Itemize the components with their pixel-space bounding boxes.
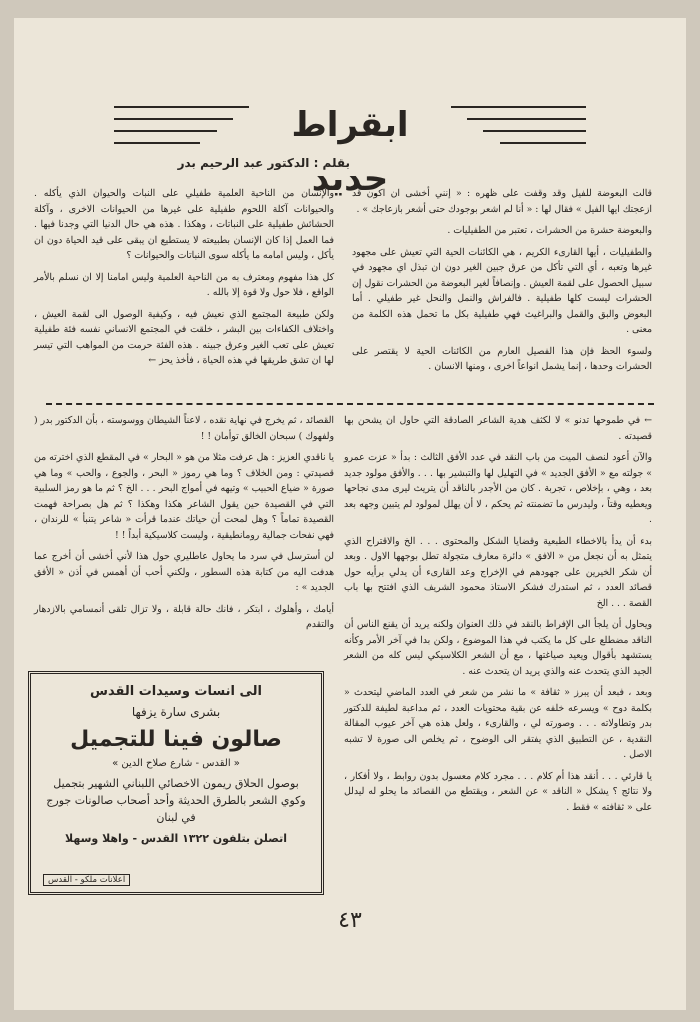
paragraph: والطفيليات ، أيها القارىء الكريم ، هي الكائنات الحية التي تعيش على مجهود غيرها وتعبه ، أي التي تأكل من عرق جبين الغير دون ان تبذل اي مجهود في سبيل الحصول على لقمة العيش . وإنصافاً لغير البعوضة من الحشرات نقول إن الحشرات ليست كلها طفيلية . فالفراش والنمل والنحل غير طفيلي . أما البعوض والبق والقمل والبراغيث فهي طفيلية بكل ما تحمل هذه الكلمة من معنى .	[352, 246, 652, 335]
paragraph: ولكن طبيعة المجتمع الذي نعيش فيه ، وكيفية الوصول الى لقمة العيش ، واختلاف الكفاءات بين البشر ، خلقت في المجتمع الانساني نفسه فئة طفيلية تعيش على تعب الغير وعرق جبينه . هذه الفئة حرمت من المواهب التي تيسر لها ان تشق طريقها في هذه الحياة ، فأخذ يحز ←	[34, 308, 334, 366]
page-number: ٤٣	[338, 908, 362, 933]
paragraph: بدء أن يدأ بالاخطاء الطبعية وقضايا الشكل والمحتوى . . . الخ والاقتراح الذي يتمثل به أن نجعل من « الافق » دائرة معارف متجولة تطل بوجهها الاول . وبعد أن شكر الخيرين على جهودهم في الإخراج وعد القارىء أن يدلي برأيه حول قصائد العدد ، ثم استدرك فشكر الاستاذ محمود الشريف الذي افتتح بها باب القصة . . . الخ	[344, 535, 652, 609]
ad-phone: اتصلن بتلفون ١٣٢٢ القدس - واهلا وسهلا	[64, 832, 288, 845]
paragraph: القصائد ، ثم يخرج في نهاية نقده ، لاعناً الشيطان ووسوسته ، بأن الدكتور بدر ( ولفهوك ) سبحان الخالق توأمان ! !	[34, 415, 334, 442]
paragraph: ولسوء الحظ فإن هذا الفصيل العارم من الكائنات الحية لا يقتصر على الحشرات وحدها ، إنما يشمل انواعاً اخرى ، ومنها الانسان .	[352, 345, 652, 372]
paragraph: والآن أعود لنصف الميت من باب النقد في عدد الأفق الثالث : بدأ « عزت عمرو » جولته مع « الأفق الجديد » في التهليل لها والتبشير بها . . . والأفق مولود جديد بعد ، وهي ، بإخلاص ، تجربة . كان من الأجدر بالناقد أن يتريث ليرى مدى نجاحها ويعطيه وقتاً ، وليدرس ما تضمنته ثم يحكم ، لا أن يهلل لمولود لم يتبين وجهه بعد .	[344, 452, 652, 525]
article-author: بقلم : الدكتور عبد الرحيم بدر	[177, 156, 350, 170]
critique-column-left	[34, 413, 334, 639]
article-title: ابقراط جديد	[291, 105, 409, 199]
paragraph: يا قارئي . . . أنقد هذا أم كلام . . . مجرد كلام معسول بدون روابط ، ولا أفكار ، ولا نتائج ؟ يشكل « الناقد » عن الشعر ، ويقتطع من القصائد ما يحلو له ليدلل على « ثقافته » فقط .	[344, 770, 652, 813]
paragraph: والإنسان من الناحية العلمية طفيلي على النبات والحيوان الذي يأكله . والحيوانات آكلة اللحوم طفيلية على غيرها من الحيوانات الاخرى ، وآكلة الحشائش طفيلية على النباتات ، وهكذا . هذه هي حال الدنيا التي وجدنا فيها . فما العمل إذا كان الإنسان بطبيعته لا يستطيع ان يبقى على قيد الحياة دون ان يأكل ، وليس امامه ما يأكله سوى النباتات والحيوانات ؟	[34, 188, 334, 261]
paragraph: قالت البعوضة للفيل وقد وقفت على ظهره : « إنني أخشى ان اكون قد ازعجتك ايها الفيل » فقال لها : « أنا لم اشعر بوجودك حتى أشعر بازعاجك » .	[352, 188, 652, 215]
paragraph: يا ناقدي العزيز : هل عرفت مثلا من هو « البحار » في المقطع الذي اخترته من قصيدتي : ومن الخلاف ؟ وما هي رموز « البحر ، والجوع ، والحب » وما هي صورة « ضياع الحبيب » وتيهه في أمواج البحر . . . الخ ؟ ثم ما هو رمز السلبية التي في القصيدة حين يقول الشاعر هكذا وهكذا ؟ ثم هل بصراحة فهمت القصيدة تماماً ؟ وهل لمحت أن حياتك عندما قرأت « شاعر يتنبأ » للرندان ، فهي نفحات جمالية رومانطيقية ، وليست كلاسيكية أبداً ! !	[34, 452, 334, 541]
critique-column-right	[344, 413, 652, 821]
article-column-2	[34, 186, 334, 375]
ad-address: « القدس - شارع صلاح الدين »	[112, 758, 240, 769]
dashed-divider	[46, 403, 654, 405]
ad-agency: اعلانات ملكو - القدس	[43, 874, 130, 886]
decorative-lines-left	[114, 106, 249, 144]
magazine-page	[14, 18, 686, 1010]
ad-body: بوصول الحلاق ريمون الاخصائي اللبناني الشهير بتجميل وكوي الشعر بالطرق الحديثة وأحد أصحاب صالونات جورج في لبنان	[46, 777, 306, 824]
paragraph: ويحاول أن يلجأ الى الإفراط بالنقد في ذلك العنوان ولكنه يريد أن يقنع الناس أن الناقد مضطلع على كل ما يكتب في هذا الموضوع ، ولكن بدا في آخر الأمر وكأنه يستشهد بأقوال ويعيد صياغتها ، مع أن الشعر الكلاسيكي ليس كله من الشعر الجيد الذي يتحدث عنه والذي يريد ان يتحدث عنه .	[344, 619, 652, 677]
paragraph: وبعد ، فبعد أن يبرز « ثقافة » ما نشر من شعر في العدد الماضي ليتحدث « بكلمة دوح » ويسرعه خلفه عن بقية محتويات العدد ، ثم مداعبة لطيفة للدكتور بدر وتطاولاته . . . وصورته لي ، والقارىء ، ولعل هذه هي آخر عيوب المقالة النقدية ، عن التطبيق الذي يفتقر الى الوضوح ، ثم يخلص الى صورة لا تشبه الاصل .	[344, 687, 652, 760]
paragraph: ← في طموحها تدنو » لا لكثف هدية الشاعر الصادقة التي حاول ان يشحن بها قصيدته .	[344, 415, 652, 442]
paragraph: كل هذا مفهوم ومعترف به من الناحية العلمية وليس امامنا إلا ان نسلم بالأمر الواقع ، فلا حول ولا قوة إلا بالله .	[34, 271, 334, 298]
salon-advertisement	[28, 671, 324, 895]
article-column-1	[352, 186, 652, 381]
paragraph: أيامك ، وأهلوك ، ابتكر ، فانك حالة قابلة ، ولا تزال تلقى أنمسامي بالازدهار والتقدم	[34, 603, 334, 630]
ad-subheadline: بشرى سارة يزفها	[131, 705, 221, 719]
ad-salon-name: صالون فينا للتجميل	[70, 727, 282, 752]
paragraph: والبعوضة حشرة من الحشرات ، تعتبر من الطفيليات .	[447, 225, 652, 236]
decorative-lines-right	[451, 106, 586, 144]
paragraph: لن أسترسل في سرد ما يحاول عاطليري حول هذا لأني أخشى أن أخرج عما هدفت اليه من كتابة هذه السطور ، ولكني أحب أن أهمس في أذن « الأفق الجديد » :	[34, 551, 334, 593]
ad-headline: الى انسات وسيدات القدس	[90, 684, 262, 699]
